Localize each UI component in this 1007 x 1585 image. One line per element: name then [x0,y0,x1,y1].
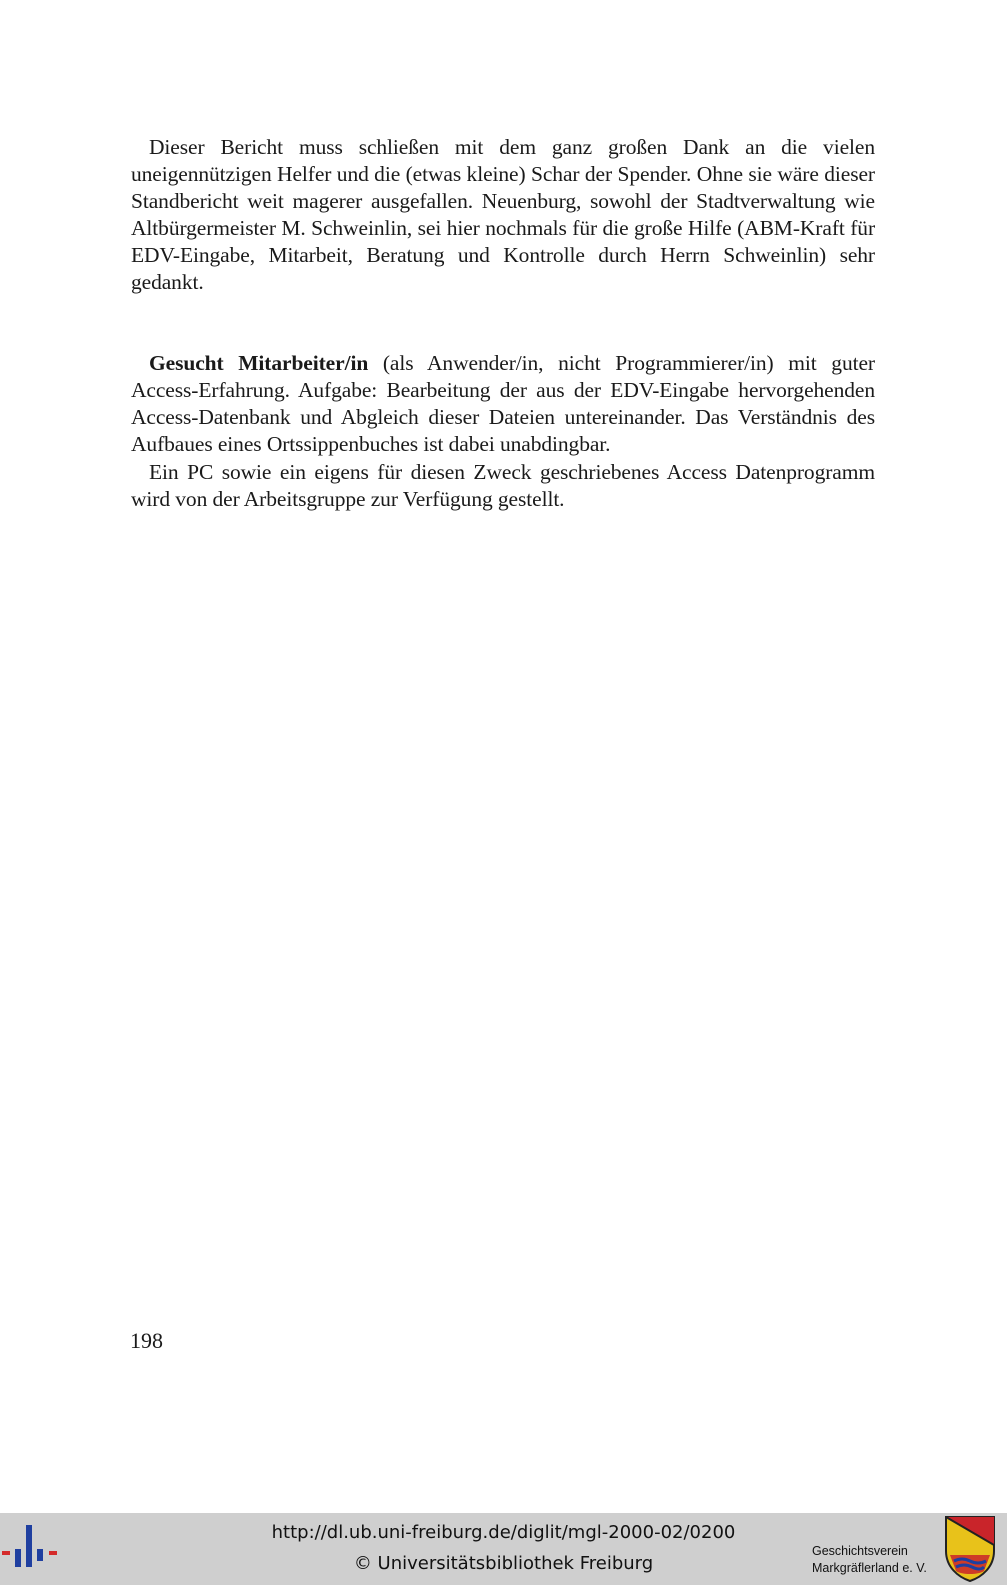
paragraph-thanks [131,134,875,296]
paragraph-thanks-text: Dieser Bericht muss schließen mit dem ganz großen Dank an die vielen uneigennützigen Helfer und die (etwas kleine) Schar der Spender. Ohne sie wäre dieser Standbericht weit magerer ausgefallen. Neuenburg, sowohl der Stadtverwaltung wie Altbürgermeister M. Schweinlin, sei hier nochmals für die große Hilfe (ABM-Kraft für EDV-Eingabe, Mitarbeit, Beratung und Kontrolle durch Herrn Schweinlin) sehr gedankt. [131,135,875,294]
paragraph-equipment-text: Ein PC sowie ein eigens für diesen Zweck geschriebenes Access Datenprogramm wird von der Arbeitsgruppe zur Verfügung gestellt. [131,460,875,511]
footer-url-link[interactable]: http://dl.ub.uni-freiburg.de/diglit/mgl-2000-02/0200 [271,1522,736,1543]
coat-of-arms-icon [944,1515,996,1583]
wanted-body: (als Anwender/in, nicht Programmierer/in) mit guter Access-Erfahrung. Aufgabe: Bearbeitung der aus der EDV-Eingabe hervorgehenden Access-Datenbank und Abgleich dieser Dateien untereinander. Das Verständnis des Aufbaues eines Ortssippenbuches ist dabei unabdingbar. [131,351,875,456]
paragraph-wanted-text [131,350,875,458]
paragraph-equipment [131,459,875,513]
paragraph-wanted [131,350,875,458]
footer-copyright: © Universitätsbibliothek Freiburg [353,1553,654,1574]
page-number: 198 [130,1328,163,1353]
footer-bar [0,1513,1007,1585]
society-line-2: Markgräflerland e. V. [812,1561,927,1575]
wanted-heading: Gesucht Mitarbeiter/in [149,351,369,375]
society-name [812,1543,942,1577]
society-line-1: Geschichtsverein [812,1544,908,1558]
